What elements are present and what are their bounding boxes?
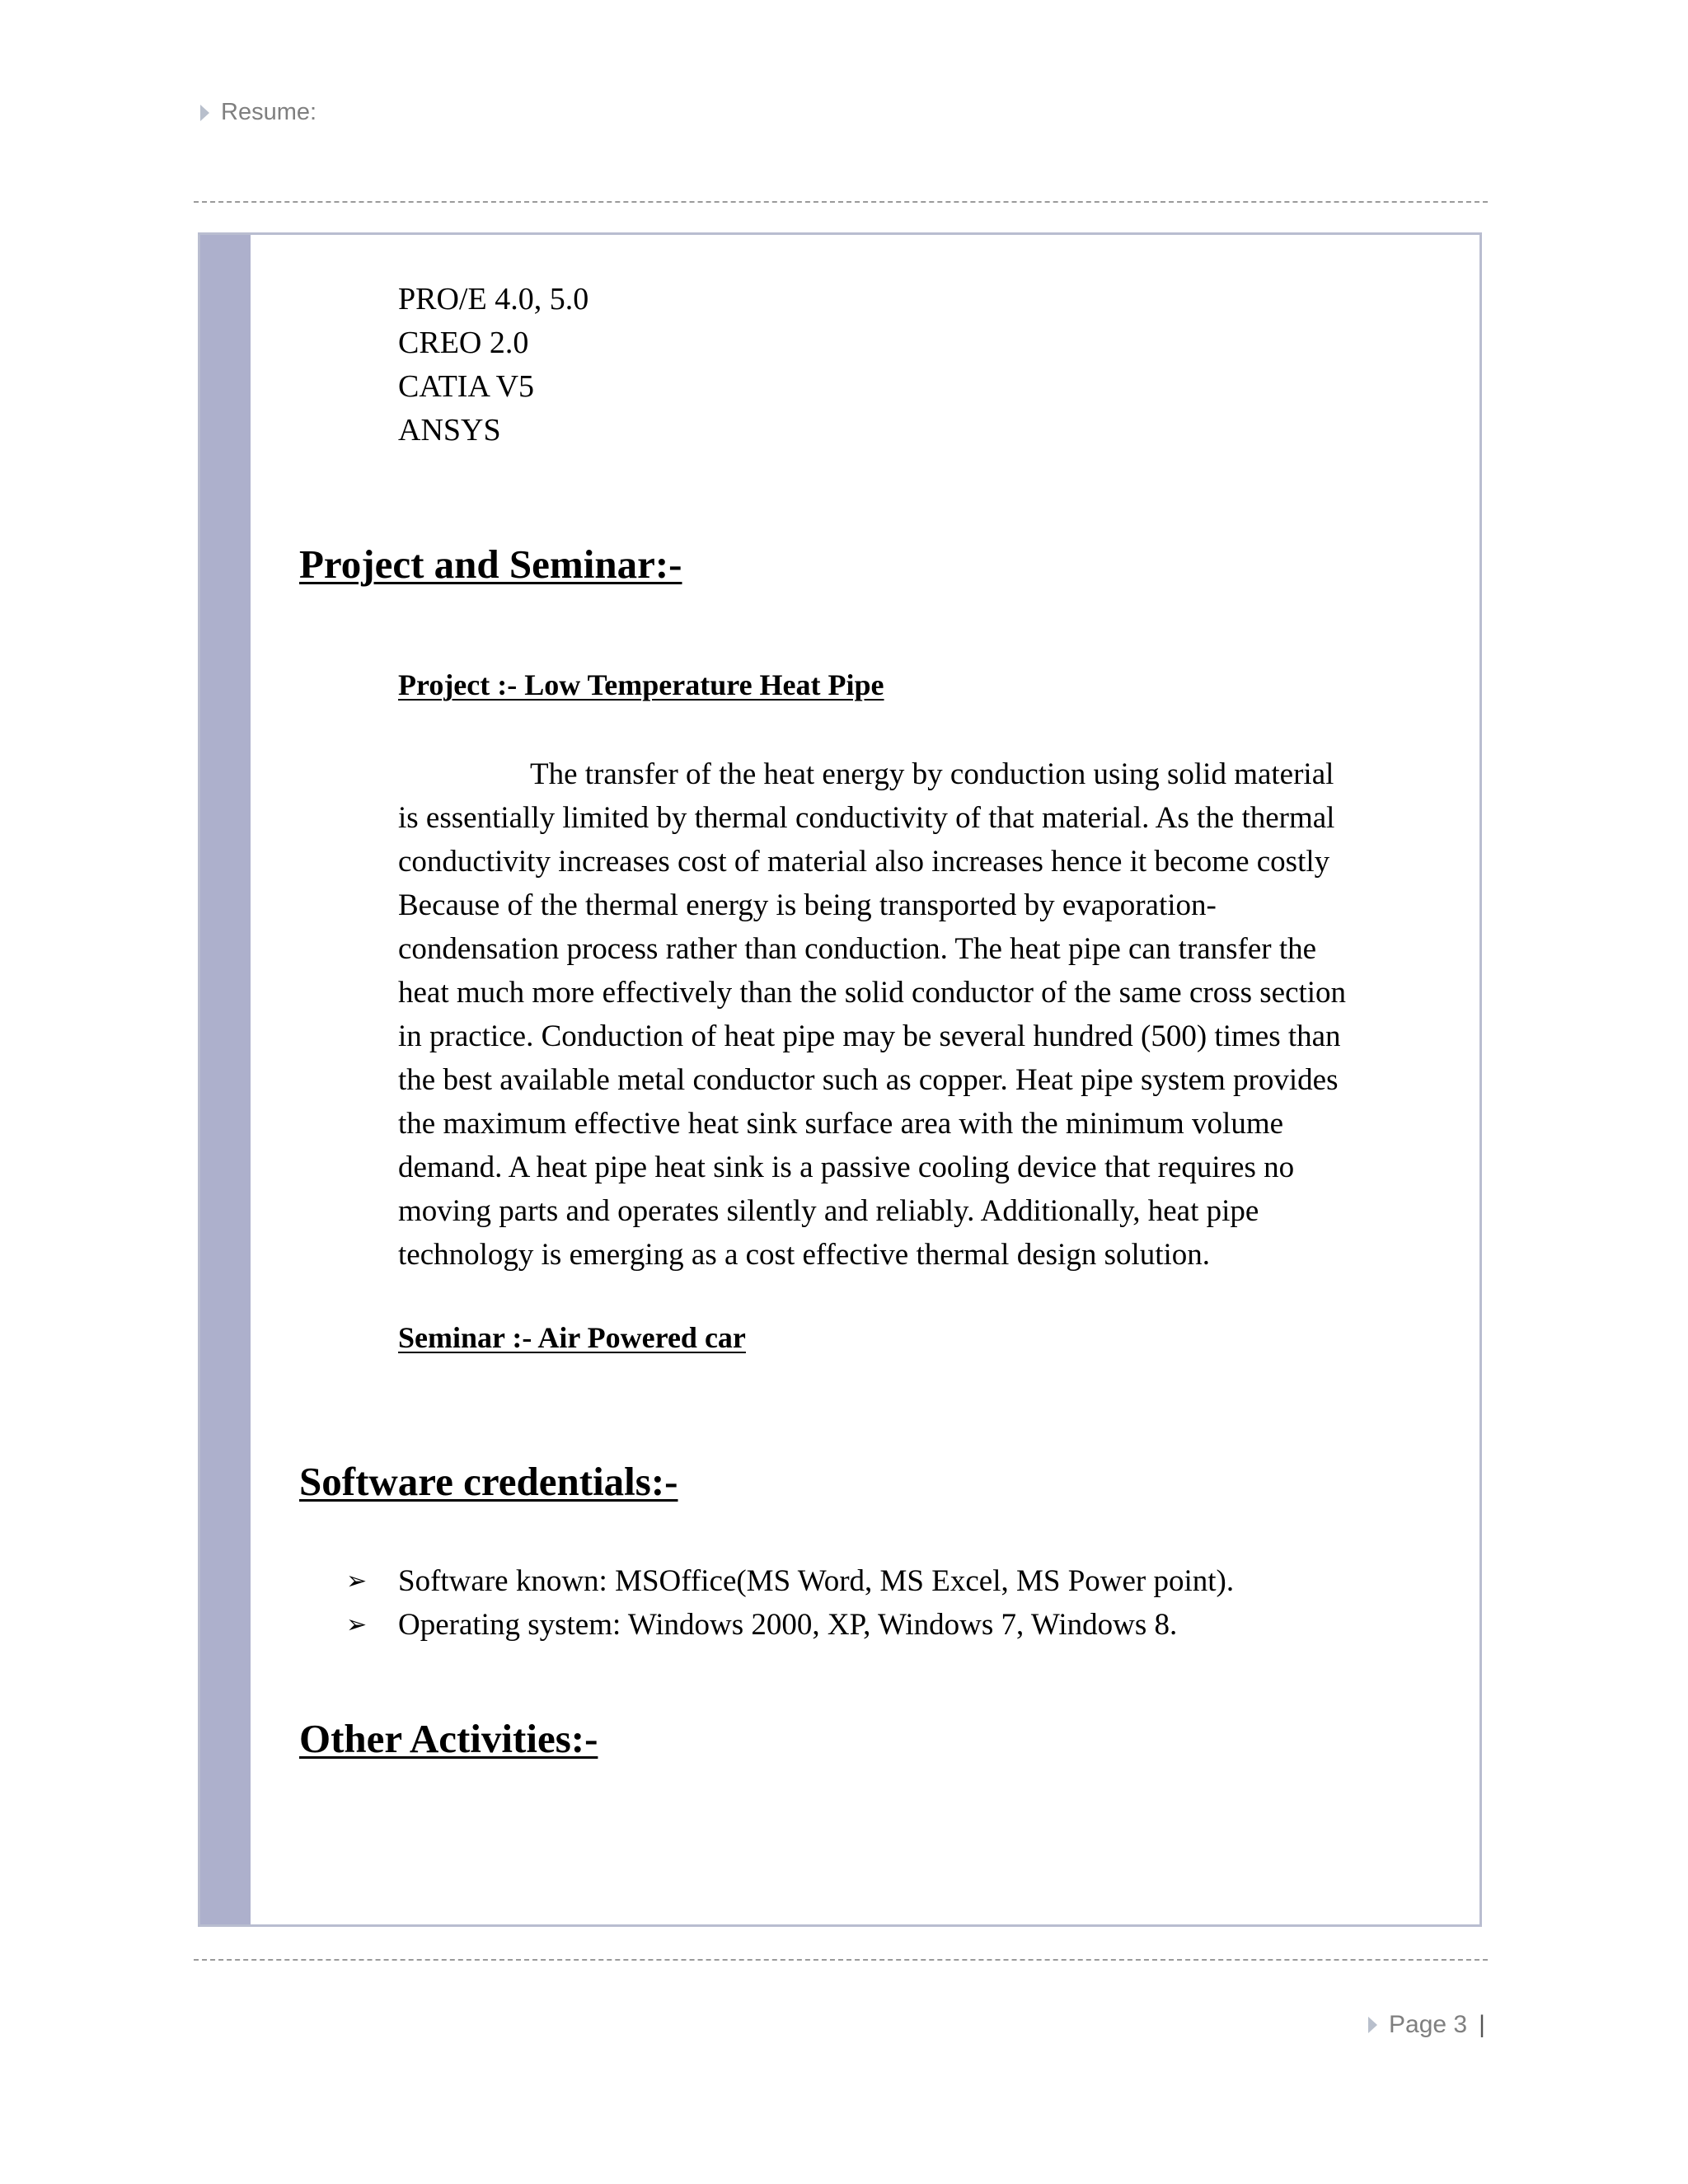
seminar-title: Seminar :- Air Powered car <box>398 1321 746 1354</box>
triangle-marker-icon <box>200 105 209 121</box>
section-heading-other-activities: Other Activities:- <box>299 1716 598 1761</box>
section-heading-software-credentials: Software credentials:- <box>299 1459 678 1504</box>
list-item-text: Operating system: Windows 2000, XP, Windows 7, Windows 8. <box>398 1608 1178 1642</box>
software-credentials-list <box>346 1559 1234 1647</box>
triangle-marker-icon <box>1368 2017 1377 2033</box>
paragraph-line: heat much more effectively than the solid conductor of the same cross section <box>398 976 1347 1010</box>
software-item: ANSYS <box>398 413 501 448</box>
paragraph-line: is essentially limited by thermal conductivity of that material. As the thermal <box>398 801 1335 835</box>
paragraph-line: the maximum effective heat sink surface area with the minimum volume <box>398 1107 1284 1141</box>
project-title: Project :- Low Temperature Heat Pipe <box>398 668 884 701</box>
footer-divider <box>194 1959 1488 1961</box>
paragraph-line: conductivity increases cost of material also increases hence it become costly <box>398 845 1330 879</box>
paragraph-line: demand. A heat pipe heat sink is a passive cooling device that requires no <box>398 1151 1295 1184</box>
page-header <box>200 99 316 126</box>
paragraph-line: Because of the thermal energy is being transported by evaporation- <box>398 888 1217 922</box>
list-item-text: Software known: MSOffice(MS Word, MS Excel, MS Power point). <box>398 1564 1235 1598</box>
list-item <box>346 1603 1234 1647</box>
paragraph-line: technology is emerging as a cost effective thermal design solution. <box>398 1238 1211 1272</box>
footer-separator: | <box>1479 2011 1485 2038</box>
arrow-bullet-icon: ➢ <box>346 1610 368 1639</box>
paragraph-line: moving parts and operates silently and reliably. Additionally, heat pipe <box>398 1194 1259 1228</box>
software-item: CREO 2.0 <box>398 326 529 360</box>
header-divider <box>194 201 1488 203</box>
paragraph-line: condensation process rather than conduction. The heat pipe can transfer the <box>398 932 1317 966</box>
paragraph-line: The transfer of the heat energy by conduction using solid material <box>530 757 1334 791</box>
paragraph-line: the best available metal conductor such as copper. Heat pipe system provides <box>398 1063 1339 1097</box>
project-description <box>398 752 1424 1277</box>
paragraph-line: in practice. Conduction of heat pipe may be several hundred (500) times than <box>398 1019 1341 1053</box>
section-heading-project-seminar: Project and Seminar:- <box>299 541 682 587</box>
sidebar-accent <box>200 235 251 1924</box>
page-number: Page 3 <box>1389 2011 1468 2038</box>
page-footer <box>1368 2011 1485 2039</box>
software-item: CATIA V5 <box>398 369 535 404</box>
software-item: PRO/E 4.0, 5.0 <box>398 282 589 316</box>
arrow-bullet-icon: ➢ <box>346 1567 368 1596</box>
list-item <box>346 1559 1234 1603</box>
header-text: Resume: <box>221 99 317 125</box>
